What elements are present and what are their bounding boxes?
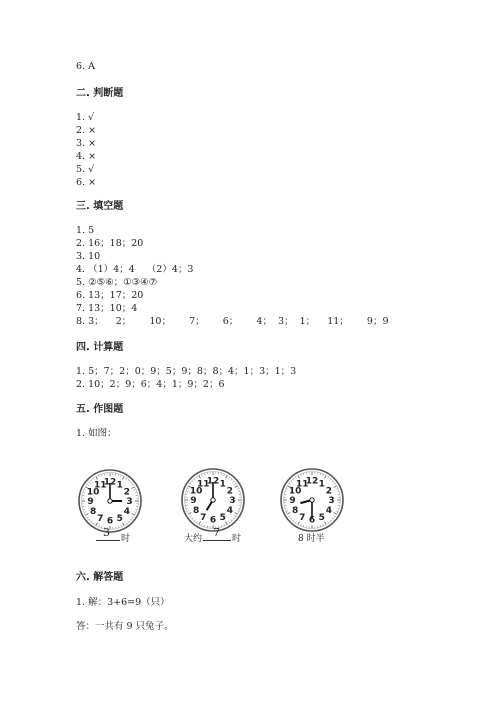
list-item: 4. × xyxy=(76,151,97,162)
clock-numeral: 2 xyxy=(325,486,333,497)
clock-numeral: 2 xyxy=(123,487,131,498)
clock-numeral: 6 xyxy=(209,515,217,526)
clock-numeral: 9 xyxy=(87,497,94,508)
clock-prefix-2: 大约 xyxy=(184,534,203,544)
clock-numeral: 10 xyxy=(86,487,100,498)
clock-numeral: 4 xyxy=(325,505,333,516)
solution-line: 1. 解：3+6=9（只） xyxy=(76,597,170,608)
list-item: 5. ②⑤⑥；①③④⑦ xyxy=(76,277,158,288)
list-item: 6. × xyxy=(76,177,97,188)
clock-numeral: 3 xyxy=(229,496,236,507)
clock-numeral: 8 xyxy=(192,505,200,516)
clock-answer-2: 7 xyxy=(213,526,220,539)
clock-numeral: 7 xyxy=(200,513,207,524)
clock-center xyxy=(310,498,314,502)
clock-center xyxy=(211,498,215,502)
clock-numeral: 5 xyxy=(219,513,226,524)
clock-numeral: 1 xyxy=(318,479,325,490)
clock-numeral: 4 xyxy=(123,506,131,517)
clock-numeral: 8 xyxy=(291,505,299,516)
answer-line: 答：一共有 9 只兔子。 xyxy=(76,621,174,632)
list-item: 3. × xyxy=(76,138,97,149)
list-item: 8. 3； 2； 10； 7； 6； 4； 3； 1； 11； 9；9 xyxy=(76,316,389,327)
clock-face-2 xyxy=(179,466,247,534)
clock-numeral: 12 xyxy=(206,476,220,487)
clock-numeral: 4 xyxy=(226,505,234,516)
answer-6: 6. A xyxy=(76,61,95,72)
section-title-calculation: 四. 计算题 xyxy=(76,342,124,353)
clock-suffix-1: 时 xyxy=(121,534,131,544)
clock-answer-1: 3 xyxy=(103,526,110,539)
list-item: 3. 10 xyxy=(76,251,101,262)
list-item: 7. 13；10；4 xyxy=(76,303,138,314)
list-item: 2. 10；2；9；6；4；1；9；2；6 xyxy=(76,379,225,390)
clock-numeral: 7 xyxy=(97,514,104,525)
clock-caption-3: 8 时半 xyxy=(298,534,325,544)
list-item: 6. 13；17；20 xyxy=(76,290,144,301)
clock-suffix-2: 时 xyxy=(232,534,242,544)
list-item: 1. √ xyxy=(76,112,95,123)
clock-numeral: 11 xyxy=(196,479,210,490)
clock-face-3 xyxy=(278,466,346,534)
clock-numeral: 12 xyxy=(305,476,319,487)
clock-numeral: 8 xyxy=(89,506,97,517)
clock-numeral: 6 xyxy=(106,516,114,527)
section-title-word-problems: 六. 解答题 xyxy=(76,572,124,583)
clock-numeral: 7 xyxy=(299,513,306,524)
drawing-intro: 1. 如图： xyxy=(76,428,117,439)
clock-numeral: 5 xyxy=(116,514,123,525)
answer-blank-1 xyxy=(96,540,120,541)
clock-face-1 xyxy=(76,467,144,535)
list-item: 5. √ xyxy=(76,164,95,175)
section-title-drawing: 五. 作图题 xyxy=(76,404,124,415)
clock-numeral: 2 xyxy=(226,486,234,497)
clock-numeral: 5 xyxy=(318,513,325,524)
section-title-judgement: 二. 判断题 xyxy=(76,88,124,99)
clock-numeral: 9 xyxy=(190,496,197,507)
list-item: 1. 5；7；2；0；9；5；9；8；8；4；1；3；1；3 xyxy=(76,366,297,377)
clock-numeral: 3 xyxy=(126,497,133,508)
clock-numeral: 10 xyxy=(189,486,203,497)
list-item: 2. × xyxy=(76,125,97,136)
clock-numeral: 11 xyxy=(93,480,107,491)
clock-center xyxy=(108,499,112,503)
clock-numeral: 11 xyxy=(295,479,309,490)
clock-numeral: 1 xyxy=(116,480,123,491)
list-item: 4. （1）4；4 （2）4；3 xyxy=(76,264,194,275)
section-title-fill-blank: 三. 填空题 xyxy=(76,201,124,212)
answer-blank-2 xyxy=(203,540,231,541)
clock-numeral: 9 xyxy=(289,496,296,507)
clock-numeral: 1 xyxy=(219,479,226,490)
clock-numeral: 10 xyxy=(288,486,302,497)
clock-numeral: 12 xyxy=(103,477,117,488)
clock-numeral: 3 xyxy=(328,496,335,507)
clock-numeral: 6 xyxy=(308,515,316,526)
list-item: 2. 16；18；20 xyxy=(76,238,144,249)
list-item: 1. 5 xyxy=(76,225,95,236)
